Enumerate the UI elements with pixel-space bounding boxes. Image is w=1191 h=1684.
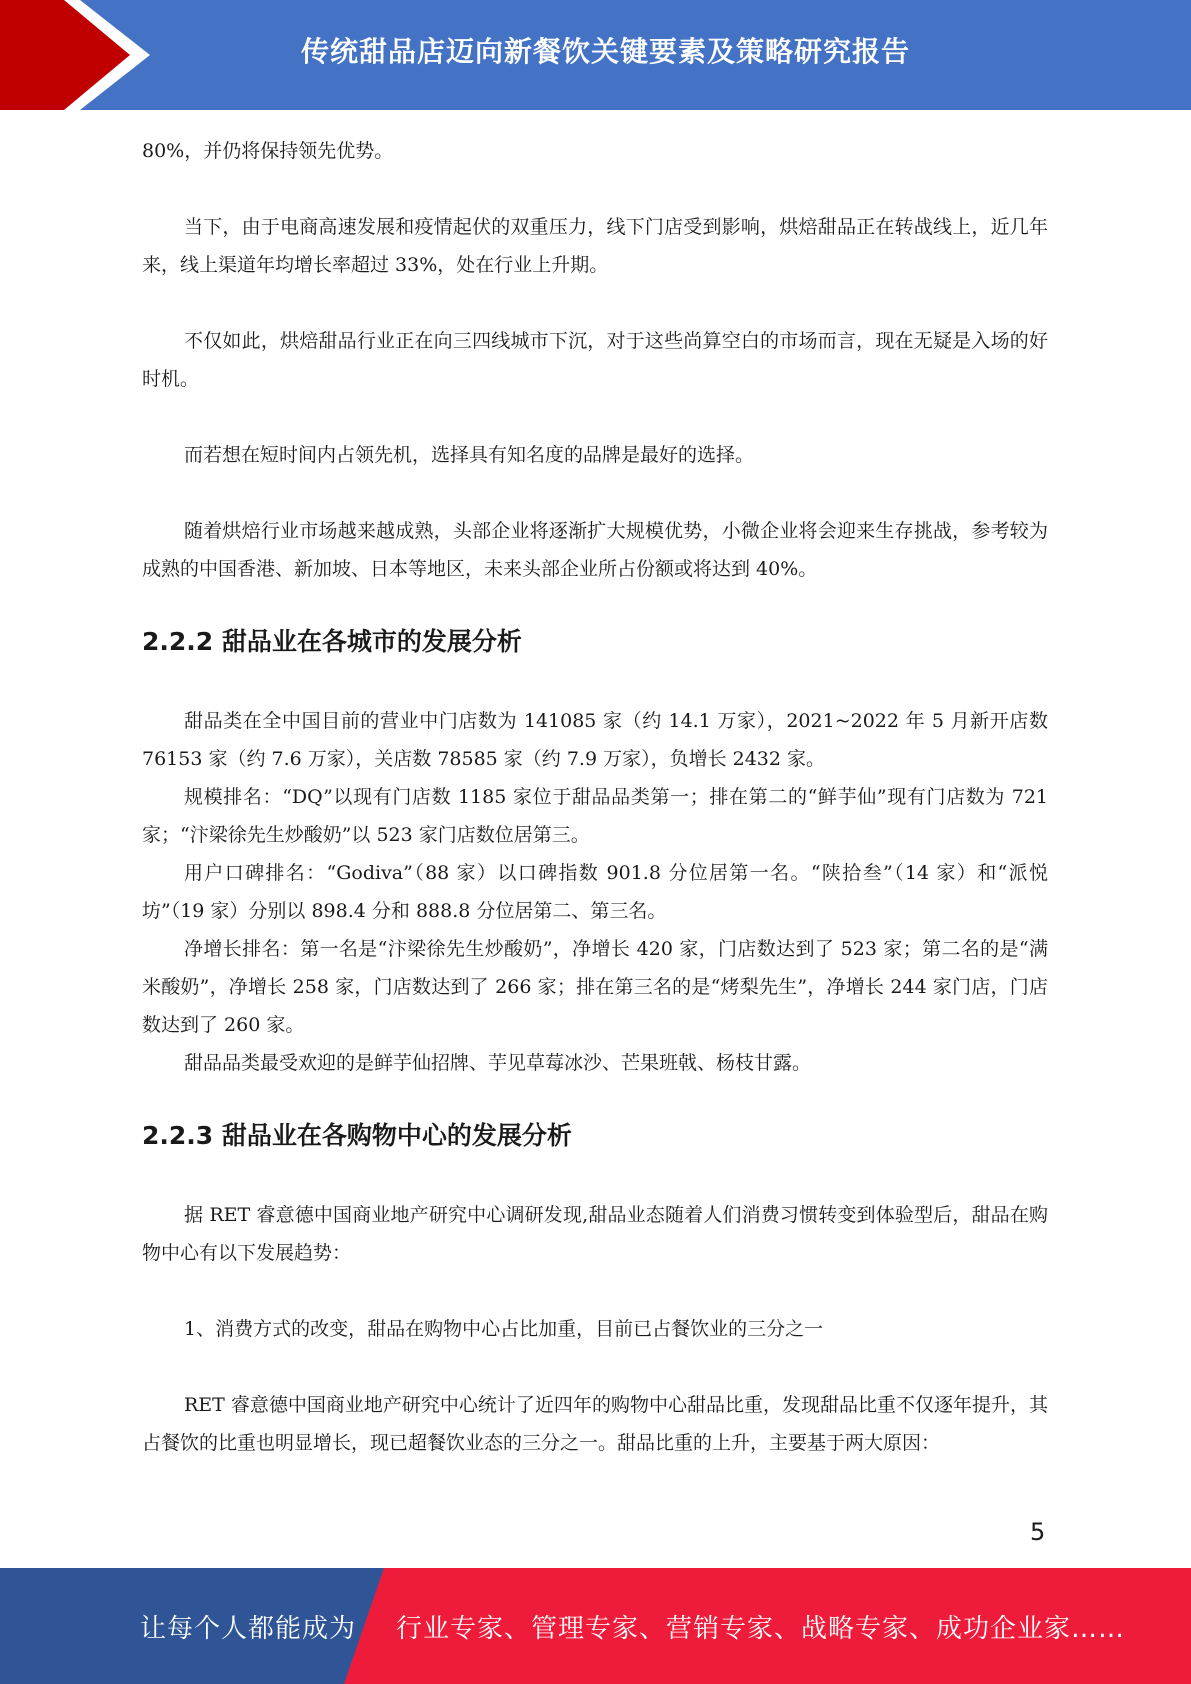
paragraph-5: 随着烘焙行业市场越来越成熟，头部企业将逐渐扩大规模优势，小微企业将会迎来生存挑战，参考较为成熟的中国香港、新加坡、日本等地区，未来头部企业所占份额或将达到 40%。 bbox=[142, 520, 1048, 580]
paragraph-10: 甜品品类最受欢迎的是鲜芋仙招牌、芋见草莓冰沙、芒果班戟、杨枝甘露。 bbox=[184, 1052, 812, 1074]
paragraph-3: 不仅如此，烘焙甜品行业正在向三四线城市下沉，对于这些尚算空白的市场而言，现在无疑是入场的好时机。 bbox=[142, 330, 1048, 390]
footer-slogan-right: 行业专家、管理专家、营销专家、战略专家、成功企业家…… bbox=[396, 1613, 1126, 1644]
paragraph-6: 甜品类在全中国目前的营业中门店数为 141085 家（约 14.1 万家），2021~2022 年 5 月新开店数 76153 家（约 7.6 万家），关店数 78585 家（约 7.9 万家），负增长 2432 家。 bbox=[142, 710, 1048, 770]
header-title: 传统甜品店迈向新餐饮关键要素及策略研究报告 bbox=[300, 35, 910, 68]
page-number: 5 bbox=[1030, 1518, 1046, 1546]
paragraph-8: 用户口碑排名：“Godiva”（88 家）以口碑指数 901.8 分位居第一名。“陕拾叁”（14 家）和“派悦坊”（19 家）分别以 898.4 分和 888.8 分位居第二、第三名。 bbox=[142, 862, 1048, 922]
paragraph-7: 规模排名：“DQ”以现有门店数 1185 家位于甜品品类第一；排在第二的“鲜芋仙”现有门店数为 721 家；“汴梁徐先生炒酸奶”以 523 家门店数位居第三。 bbox=[142, 786, 1048, 846]
paragraph-4: 而若想在短时间内占领先机，选择具有知名度的品牌是最好的选择。 bbox=[184, 444, 755, 466]
section-heading-2-2-2: 2.2.2 甜品业在各城市的发展分析 bbox=[142, 627, 522, 656]
paragraph-9: 净增长排名：第一名是“汴梁徐先生炒酸奶”，净增长 420 家，门店数达到了 523 家；第二名的是“满米酸奶”，净增长 258 家，门店数达到了 266 家；排在第三名的是“烤梨先生”，净增长 244 家门店，门店数达到了 260 家。 bbox=[142, 938, 1048, 1036]
footer-slogan-left: 让每个人都能成为 bbox=[140, 1613, 357, 1644]
document-body bbox=[142, 132, 1048, 1462]
page-header bbox=[0, 0, 1191, 110]
paragraph-12: 1、消费方式的改变，甜品在购物中心占比加重，目前已占餐饮业的三分之一 bbox=[184, 1318, 824, 1340]
page-footer bbox=[0, 1568, 1191, 1684]
paragraph-11: 据 RET 睿意德中国商业地产研究中心调研发现,甜品业态随着人们消费习惯转变到体验型后，甜品在购物中心有以下发展趋势： bbox=[142, 1204, 1048, 1264]
paragraph-1: 80%，并仍将保持领先优势。 bbox=[142, 140, 394, 162]
section-heading-2-2-3: 2.2.3 甜品业在各购物中心的发展分析 bbox=[142, 1121, 572, 1150]
paragraph-2: 当下，由于电商高速发展和疫情起伏的双重压力，线下门店受到影响，烘焙甜品正在转战线上，近几年来，线上渠道年均增长率超过 33%，处在行业上升期。 bbox=[142, 216, 1048, 276]
paragraph-13: RET 睿意德中国商业地产研究中心统计了近四年的购物中心甜品比重，发现甜品比重不仅逐年提升，其占餐饮的比重也明显增长，现已超餐饮业态的三分之一。甜品比重的上升，主要基于两大原因： bbox=[142, 1394, 1048, 1454]
